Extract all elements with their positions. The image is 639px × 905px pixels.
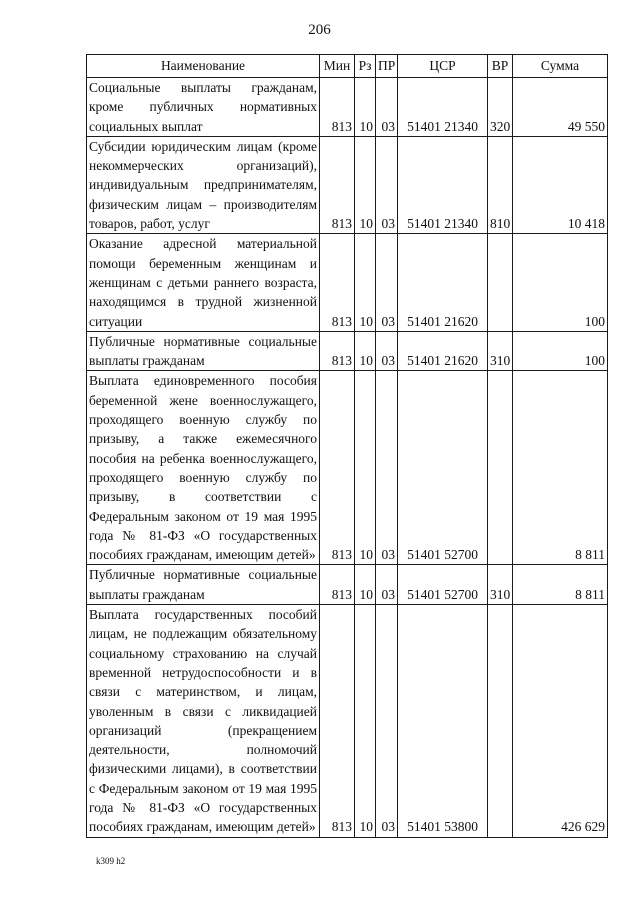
row-csr: 51401 21620 [398,331,488,371]
header-csr: ЦСР [398,55,488,78]
row-min: 813 [320,136,355,233]
row-csr: 51401 52700 [398,565,488,605]
header-pr: ПР [376,55,398,78]
row-pr: 03 [376,605,398,838]
row-name: Социальные выплаты гражданам, кроме публичных нормативных социальных выплат [87,78,320,137]
table-row [87,565,608,605]
row-name: Выплата единовременного пособия беременной жене военнослужащего, проходящего военную службу по призыву, а также ежемесячного пособия на ребенка военнослужащего, проходящего военную службу по призыву, в соответствии с Федеральным законом от 19 мая 1995 года № 81-ФЗ «О государственных пособиях гражданам, имеющим детей» [87,371,320,565]
row-name: Публичные нормативные социальные выплаты гражданам [87,565,320,605]
row-pr: 03 [376,331,398,371]
row-csr: 51401 53800 [398,605,488,838]
row-csr: 51401 21340 [398,78,488,137]
row-rz: 10 [355,371,376,565]
row-name: Оказание адресной материальной помощи беременным женщинам и женщинам с детьми раннего возраста, находящимся в трудной жизненной ситуации [87,234,320,331]
table-row [87,331,608,371]
table-row [87,136,608,233]
row-csr: 51401 21620 [398,234,488,331]
row-rz: 10 [355,136,376,233]
row-pr: 03 [376,371,398,565]
row-sum: 100 [513,331,608,371]
row-pr: 03 [376,136,398,233]
row-min: 813 [320,605,355,838]
row-pr: 03 [376,234,398,331]
row-vr [488,234,513,331]
document-code: k309 h2 [96,856,126,866]
row-pr: 03 [376,78,398,137]
table-row [87,234,608,331]
row-sum: 8 811 [513,371,608,565]
row-csr: 51401 52700 [398,371,488,565]
row-rz: 10 [355,331,376,371]
row-csr: 51401 21340 [398,136,488,233]
row-rz: 10 [355,565,376,605]
header-name: Наименование [87,55,320,78]
row-vr [488,371,513,565]
row-sum: 426 629 [513,605,608,838]
row-sum: 10 418 [513,136,608,233]
row-rz: 10 [355,78,376,137]
row-vr: 810 [488,136,513,233]
table-row [87,605,608,838]
row-sum: 100 [513,234,608,331]
budget-table [86,54,608,838]
page-number: 206 [308,22,331,38]
row-vr [488,605,513,838]
row-name: Выплата государственных пособий лицам, не подлежащим обязательному социальному страхованию на случай временной нетрудоспособности и в связи с материнством, и лицам, уволенным в связи с ликвидацией организаций (прекращением деятельности, полномочий физическими лицами), в соответствии с Федеральным законом от 19 мая 1995 года № 81-ФЗ «О государственных пособиях гражданам, имеющим детей» [87,605,320,838]
row-vr: 320 [488,78,513,137]
table-row [87,78,608,137]
table-row [87,371,608,565]
row-min: 813 [320,371,355,565]
row-sum: 49 550 [513,78,608,137]
row-min: 813 [320,78,355,137]
row-rz: 10 [355,234,376,331]
header-rz: Рз [355,55,376,78]
row-sum: 8 811 [513,565,608,605]
row-min: 813 [320,234,355,331]
row-name: Публичные нормативные социальные выплаты гражданам [87,331,320,371]
table-header-row [87,55,608,78]
header-vr: ВР [488,55,513,78]
row-vr: 310 [488,331,513,371]
row-name: Субсидии юридическим лицам (кроме некоммерческих организаций), индивидуальным предпринимателям, физическим лицам – производителям товаров, работ, услуг [87,136,320,233]
header-sum: Сумма [513,55,608,78]
row-min: 813 [320,565,355,605]
header-min: Мин [320,55,355,78]
row-rz: 10 [355,605,376,838]
row-min: 813 [320,331,355,371]
row-pr: 03 [376,565,398,605]
row-vr: 310 [488,565,513,605]
